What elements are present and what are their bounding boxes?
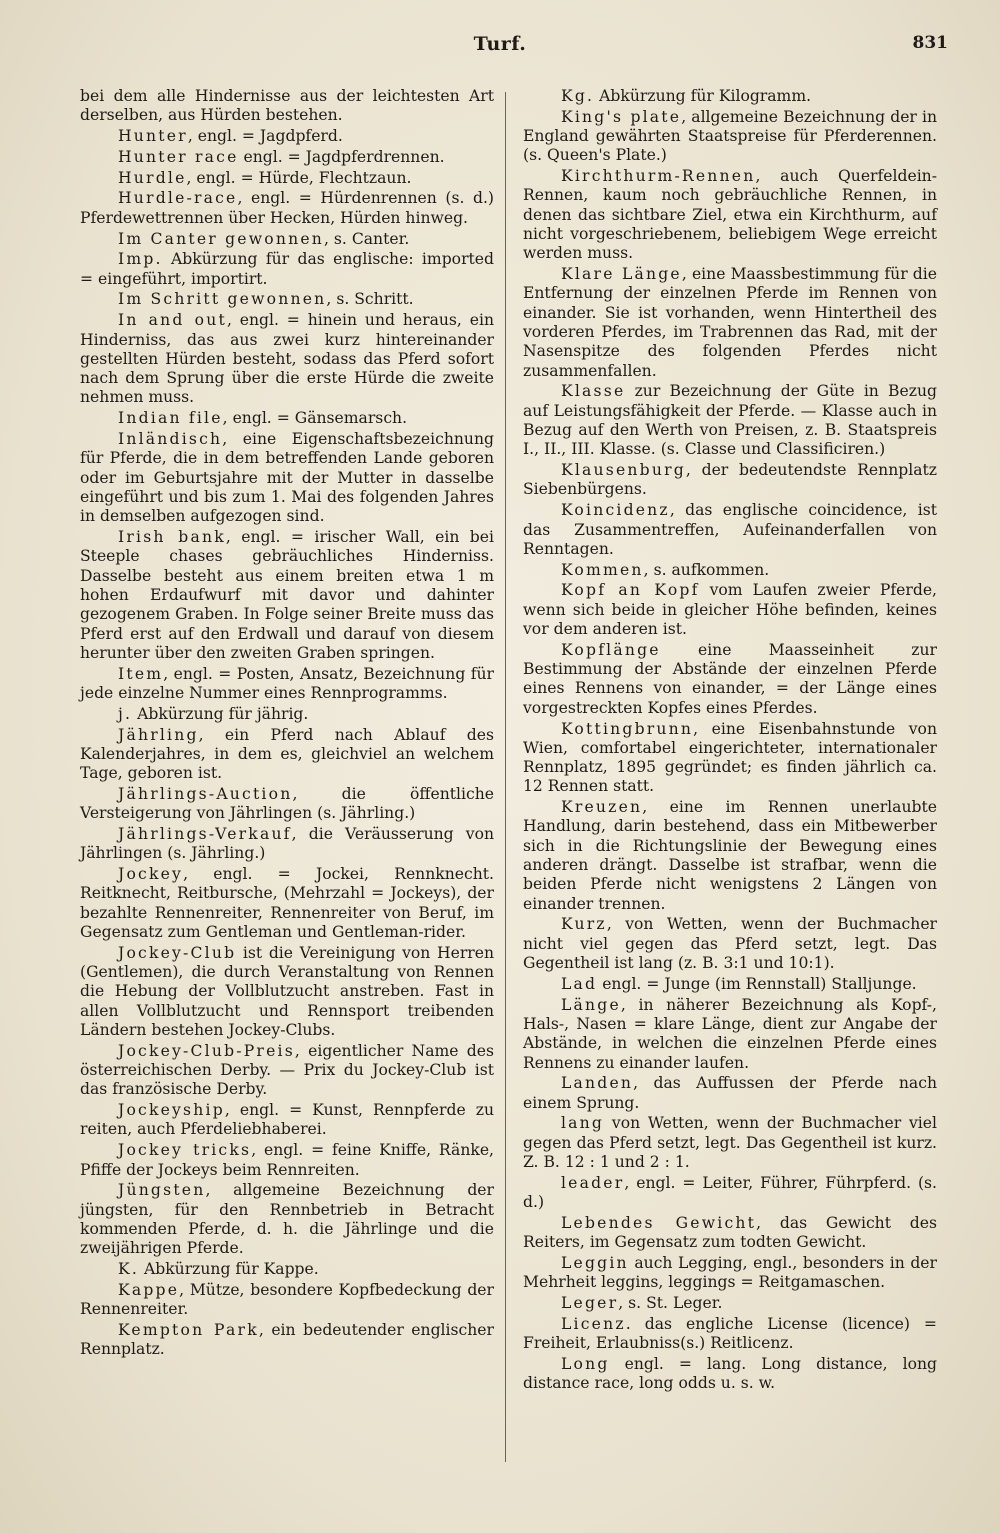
dictionary-entry (80, 1141, 494, 1180)
dictionary-entry (523, 561, 937, 580)
dictionary-entry (523, 1114, 937, 1172)
dictionary-entry (80, 311, 494, 407)
entry-definition: auch Legging, engl., besonders in der Mehrheit leggins, leggings = Reitgamaschen. (523, 1254, 937, 1292)
entry-definition: , allgemeine Bezeichnung der in England gewährten Staatspreise für Pferderennen. (s. Queen's Plate.) (523, 107, 937, 165)
entry-term: Lebendes Gewicht (561, 1213, 757, 1232)
dictionary-entry (80, 1042, 494, 1100)
dictionary-entry (80, 865, 494, 942)
entry-definition: , engl. = irischer Wall, ein bei Steeple chases gebräuchliches Hinderniss. Dasselbe besteht aus einem breiten etwa 1 m hohen Erdaufwurf mit davor und dahinter gezogenem Graben. In Folge seiner Breite muss das Pferd erst auf den Erdwall und darauf von diesem herunter über den zweiten Graben springen. (80, 528, 495, 662)
dictionary-entry (80, 1101, 494, 1140)
entry-term: Jockey-Club-Preis (118, 1041, 295, 1060)
dictionary-entry (80, 1281, 494, 1320)
entry-term: Jockey-Club (118, 943, 237, 962)
entry-definition: Abkürzung für Kilogramm. (594, 87, 812, 105)
entry-term: Im Canter gewonnen (118, 229, 324, 248)
entry-definition: , die Veräusserung von Jährlingen (s. Jährling.) (80, 824, 494, 863)
entry-definition: , das Auffussen der Pferde nach einem Sprung. (523, 1074, 937, 1112)
entry-definition: , engl. = Jockei, Rennknecht. Reitknecht, Reitbursche, (Mehrzahl = Jockeys), der bezahlte Rennenreiter, Rennenreiter von Beruf, im Gegensatz zum Gentleman und Gentleman-rider. (80, 865, 494, 941)
dictionary-entry (80, 127, 494, 146)
entry-term: Hurdle-race (118, 189, 238, 208)
entry-definition: , engl. = Jagdpferd. (187, 127, 343, 146)
entry-definition: , die öffentliche Versteigerung von Jährlingen (s. Jährling.) (80, 784, 494, 823)
entry-definition: , auch Querfeldein-Rennen, kaum noch gebräuchliche Rennen, in denen das sichtbare Ziel, etwa ein Kirchthurm, auf nicht vorgeschriebenem, beliebigem Wege erreicht werden muss. (523, 167, 937, 263)
entry-term: Kg. (561, 87, 595, 105)
entry-definition: , der bedeutendste Rennplatz Siebenbürgens. (523, 461, 937, 499)
running-head (0, 33, 1000, 63)
entry-term: Kirchthurm-Rennen (561, 167, 756, 186)
entry-term: Long (561, 1355, 610, 1373)
entry-term: Indian file (118, 409, 223, 428)
dictionary-entry (80, 944, 494, 1040)
entry-term: In and out (118, 311, 227, 330)
left-column (80, 87, 494, 1361)
entry-definition: , von Wetten, wenn der Buchmacher nicht viel gegen das Pferd setzt, legt. Das Gegentheil ist lang (z. B. 3:1 und 10:1). (523, 915, 937, 973)
entry-term: King's plate (561, 107, 682, 126)
entry-definition: , engl. = Posten, Ansatz, Bezeichnung für jede einzelne Nummer eines Rennprogramms. (80, 664, 494, 702)
entry-term: Landen (561, 1074, 634, 1093)
entry-term: Klare Länge (561, 265, 682, 284)
dictionary-entry (523, 382, 937, 459)
entry-term: Jockey tricks (118, 1141, 252, 1160)
right-column (523, 87, 937, 1395)
dictionary-entry (80, 409, 494, 428)
entry-term: Hurdle (118, 168, 187, 187)
dictionary-entry (80, 1260, 494, 1279)
dictionary-entry (80, 169, 494, 188)
entry-term: Kempton Park (118, 1320, 259, 1339)
entry-term: Item (118, 664, 164, 683)
entry-term: Jährlings-Auction (118, 784, 293, 803)
dictionary-entry (80, 665, 494, 704)
entry-definition: , s. St. Leger. (618, 1294, 723, 1313)
entry-term: K. (118, 1260, 140, 1279)
entry-definition: , das Gewicht des Reiters, im Gegensatz zum todten Gewicht. (523, 1213, 937, 1252)
entry-definition: engl. = Jagdpferdrennen. (238, 147, 445, 166)
entry-definition: , eine Eigenschaftsbezeichnung für Pferde, die in dem betreffenden Lande geboren oder im Geburtsjahre mit der Mutter in dasselbe eingeführt und bis zum 1. Mai des folgenden Jahres in demselben aufgezogen sind. (80, 430, 494, 526)
dictionary-entry (523, 461, 937, 500)
entry-term: lang (561, 1114, 605, 1133)
dictionary-entry (523, 167, 937, 263)
entry-definition: , allgemeine Bezeichnung der jüngsten, für den Rennbetrieb in Betracht kommenden Pferde, d. h. die Jährlinge und die zweijährigen Pferde. (80, 1181, 494, 1258)
dictionary-entry (80, 785, 494, 824)
entry-term: Klausenburg (561, 461, 686, 480)
entry-term: Hunter (118, 127, 188, 146)
dictionary-entry (523, 1214, 937, 1253)
entry-term: Lad (561, 974, 598, 993)
dictionary-entry (80, 290, 494, 309)
entry-definition: , eine Eisenbahnstunde von Wien, comfortabel eingerichteter, internationaler Rennplatz, 1895 gegründet; es finden jährlich ca. 12 Rennen statt. (523, 719, 937, 796)
entry-definition: , engl. = hinein und heraus, ein Hinderniss, das aus zwei kurz hintereinander gestellten Hürden besteht, sodass das Pferd sofort nach dem Sprung über die erste Hürde die zweite nehmen muss. (80, 311, 494, 407)
dictionary-entry (80, 726, 494, 784)
dictionary-entry (80, 230, 494, 249)
entry-term: Koincidenz (561, 501, 670, 520)
entry-definition: , engl. = Kunst, Rennpferde zu reiten, auch Pferdeliebhaberei. (80, 1101, 494, 1139)
entry-definition: Abkürzung für Kappe. (139, 1260, 319, 1279)
dictionary-entry (523, 581, 937, 639)
entry-term: Kommen (561, 560, 644, 579)
dictionary-entry (523, 1254, 937, 1293)
entry-definition: , s. Schritt. (326, 290, 414, 309)
entry-definition: . das engliche License (licence) = Freiheit, Erlaubniss(s.) Reitlicenz. (523, 1314, 937, 1353)
entry-definition: , das englische coincidence, ist das Zusammentreffen, Aufeinanderfallen von Renntagen. (523, 501, 937, 558)
dictionary-entry (523, 641, 937, 718)
entry-term: Kopf an Kopf (561, 581, 700, 600)
entry-definition: , Mütze, besondere Kopfbedeckung der Rennenreiter. (80, 1280, 494, 1319)
page-number: 831 (912, 33, 948, 53)
entry-term: j. (118, 704, 133, 723)
entry-term: Kreuzen (561, 798, 643, 817)
entry-term: Jockeyship (118, 1101, 225, 1120)
entry-term: Irish bank (118, 528, 226, 547)
dictionary-entry (523, 87, 937, 106)
entry-term: Kottingbrunn (561, 719, 694, 738)
entry-definition: , engl. = Gänsemarsch. (222, 409, 408, 428)
dictionary-entry (523, 265, 937, 381)
entry-definition: , ein bedeutender englischer Rennplatz. (80, 1320, 494, 1359)
dictionary-entry (80, 528, 494, 663)
entry-term: Jüngsten (118, 1181, 206, 1200)
entry-term: Hunter race (118, 147, 239, 166)
dictionary-entry (80, 250, 494, 289)
entry-definition: ist die Vereinigung von Herren (Gentlemen), die durch Veranstaltung von Rennen die Hebung der Vollblutzucht anstreben. Fast in allen Vollblutzucht und Rennsport treibenden Ländern bestehen Jockey-Clubs. (80, 943, 494, 1039)
entry-definition: Abkürzung für jährig. (132, 704, 309, 723)
entry-definition: zur Bezeichnung der Güte in Bezug auf Leistungsfähigkeit der Pferde. — Klasse auch in Bezug auf den Werth von Preisen, z. B. Staatspreis I., II., III. Klasse. (s. Classe und Classificiren.) (523, 382, 937, 459)
entry-definition: von Wetten, wenn der Buchmacher viel gegen das Pferd setzt, legt. Das Gegentheil ist kurz. Z. B. 12 : 1 und 2 : 1. (523, 1114, 937, 1172)
dictionary-entry (523, 1355, 937, 1394)
dictionary-entry (80, 825, 494, 864)
entry-definition: , eigentlicher Name des österreichischen Derby. — Prix du Jockey-Club ist das französische Derby. (80, 1041, 494, 1099)
entry-term: Klasse (561, 382, 626, 401)
entry-term: Imp. (118, 250, 163, 269)
dictionary-entry (523, 720, 937, 797)
entry-term: Jockey (118, 865, 184, 884)
entry-term: Kappe (118, 1280, 180, 1299)
entry-term: Jährlings-Verkauf (118, 824, 292, 843)
entry-definition: eine Maasseinheit zur Bestimmung der Abstände der einzelnen Pferde eines Rennens von einander, = der Länge eines vorgestreckten Kopfes eines Pferdes. (523, 640, 937, 717)
entry-term: Länge (561, 995, 621, 1014)
entry-definition: , engl. = feine Kniffe, Ränke, Pfiffe der Jockeys beim Rennreiten. (80, 1141, 495, 1179)
entry-definition: vom Laufen zweier Pferde, wenn sich beide in gleicher Höhe befinden, keines vor dem anderen ist. (523, 581, 937, 639)
dictionary-entry (80, 87, 494, 126)
dictionary-entry (80, 705, 494, 724)
entry-term: leader (561, 1173, 625, 1192)
dictionary-entry (523, 1174, 937, 1213)
entry-term: Jährling (118, 725, 199, 744)
entry-term: Leger (561, 1294, 619, 1313)
entry-term: Kurz (561, 915, 607, 934)
dictionary-entry (523, 996, 937, 1073)
entry-definition: , engl. = Hürde, Flechtzaun. (186, 168, 412, 187)
entry-definition: Abkürzung für das englische: imported = eingeführt, importirt. (80, 250, 494, 288)
dictionary-entry (80, 189, 494, 228)
entry-definition: , engl. = Hürdenrennen (s. d.) Pferdewettrennen über Hecken, Hürden hinweg. (80, 189, 494, 227)
entry-term: Im Schritt gewonnen (118, 290, 327, 309)
dictionary-entry (523, 501, 937, 559)
entry-term: Leggin (561, 1254, 629, 1273)
entry-definition: , in näherer Bezeichnung als Kopf-, Hals-, Nasen = klare Länge, dient zur Angabe der Abstände, in welchen die einzelnen Pferde eines Rennens zu einander laufen. (523, 995, 937, 1072)
entry-definition: , s. aufkommen. (643, 560, 770, 579)
dictionary-entry (523, 1074, 937, 1113)
entry-term: Inländisch (118, 430, 223, 449)
entry-term: Licenz (561, 1314, 626, 1333)
dictionary-entry (523, 915, 937, 973)
dictionary-entry (80, 1321, 494, 1360)
column-divider (505, 92, 506, 1462)
dictionary-entry (523, 1294, 937, 1313)
entry-definition: engl. = lang. Long distance, long distance race, long odds u. s. w. (523, 1355, 937, 1393)
entry-definition: , ein Pferd nach Ablauf des Kalenderjahres, in dem es, gleichviel an welchem Tage, geboren ist. (80, 725, 494, 783)
dictionary-entry (523, 1315, 937, 1354)
entry-definition: , eine im Rennen unerlaubte Handlung, darin bestehend, dass ein Mitbewerber sich in die Richtungslinie der Bewegung eines anderen drängt. Dasselbe ist strafbar, wenn die beiden Pferde nicht wenigstens 2 Längen von einander trennen. (523, 798, 937, 913)
dictionary-entry (523, 975, 937, 994)
dictionary-entry (80, 430, 494, 526)
entry-definition: , s. Canter. (323, 229, 410, 248)
entry-definition: bei dem alle Hindernisse aus der leichtesten Art derselben, aus Hürden bestehen. (80, 87, 494, 125)
dictionary-entry (523, 798, 937, 914)
entry-definition: , engl. = Leiter, Führer, Führpferd. (s. d.) (523, 1173, 937, 1212)
dictionary-entry (523, 108, 937, 166)
entry-definition: engl. = Junge (im Rennstall) Stalljunge. (597, 974, 917, 993)
entry-definition: , eine Maassbestimmung für die Entfernung der einzelnen Pferde im Rennen von einander. Sie ist vorhanden, wenn Hintertheil des vorderen Pferdes, im Trabrennen das Rad, mit der Nasenspitze des folgenden Pferdes nicht zusammenfallen. (523, 265, 937, 380)
dictionary-entry (80, 148, 494, 167)
dictionary-entry (80, 1181, 494, 1258)
entry-term: Kopflänge (561, 640, 661, 659)
page-title: Turf. (473, 33, 527, 55)
